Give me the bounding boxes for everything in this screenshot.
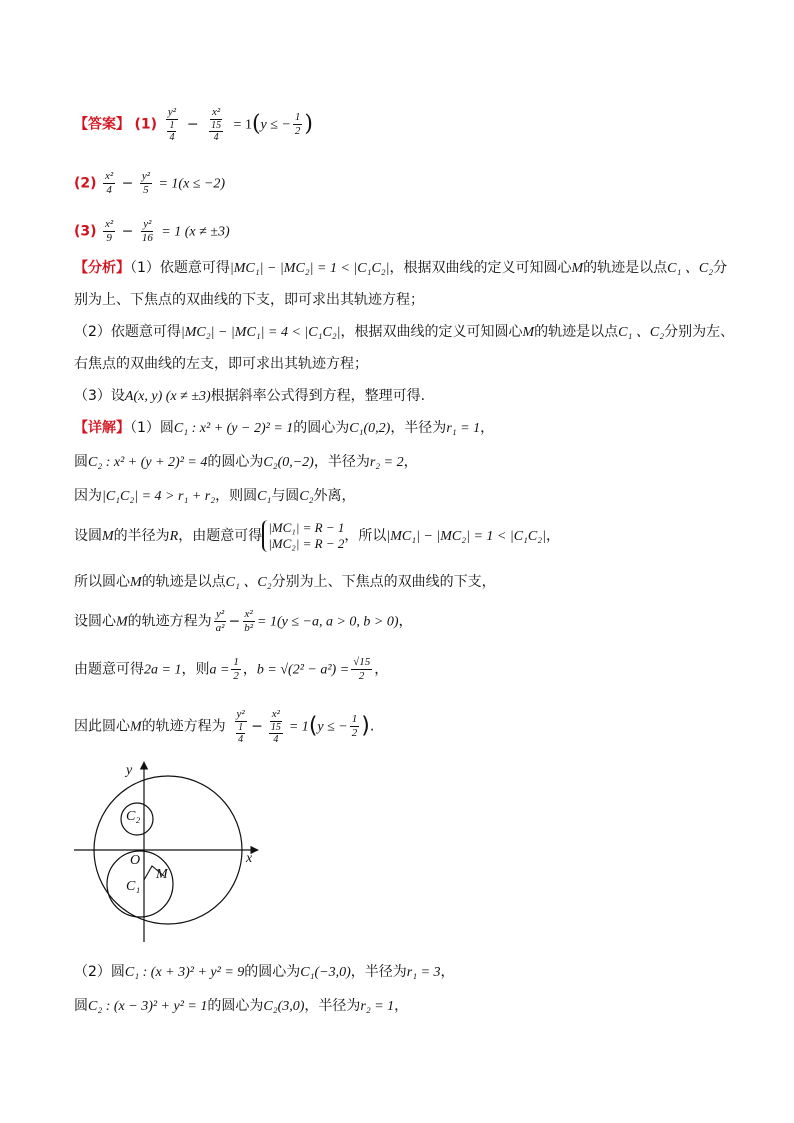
answer-line-1: 【答案】 (1) $\frac{\text{y²}}{\frac{1}{4}}$ − $\frac{\text{x²}}{\frac{15}{4}}$ = 1(y ≤ − $\frac{1}{2}$ ) bbox=[74, 106, 313, 143]
answer-line-2: (2) $\frac{\text{x²}}{4}$ − $\frac{\text{y²}}{5}$ = 1(x ≤ −2) bbox=[74, 170, 226, 196]
detail-line-10: 圆C₂ : (x − 3)² + y² = 1的圆心为C₂(3,0)，半径为r₂ = 1， bbox=[74, 998, 409, 1014]
detail-line-5: 所以圆心M的轨迹是以点C₁ 、C₂分别为上、下焦点的双曲线的下支， bbox=[74, 574, 496, 590]
analysis-label: 【分析】 bbox=[74, 260, 130, 276]
c1-label: C₁ bbox=[126, 879, 141, 894]
detail-line-9: （2）圆C₁ : (x + 3)² + y² = 9的圆心为C₁(−3,0)，半径为r₁ = 3， bbox=[74, 964, 455, 980]
detail-line-3: 因为|C₁C₂| = 4 > r₁ + r₂，则圆C₁与圆C₂外离， bbox=[74, 488, 356, 504]
detail-line-1: 【详解】（1）圆C₁ : x² + (y − 2)² = 1的圆心为C₁(0,2)，半径为r₁ = 1， bbox=[74, 420, 495, 436]
analysis-line-1: 【分析】（1）依题意可得|MC₁| − |MC₂| = 1 < |C₁C₂|，根据双曲线的定义可知圆心M的轨迹是以点C₁ 、C₂分 bbox=[74, 260, 728, 276]
fraction: $\frac{\text{y²}}{\frac{1}{4}}$ bbox=[167, 106, 177, 143]
detail-line-2: 圆C₂ : x² + (y + 2)² = 4的圆心为C₂(0,−2)，半径为r₂ = 2， bbox=[74, 454, 418, 470]
analysis-line-4: 右焦点的双曲线的左支，即可求出其轨迹方程； bbox=[74, 356, 368, 372]
detail-line-6: 设圆心M的轨迹方程为 $\frac{\text{y²}}{\text{a²}}$ − $\frac{\text{x²}}{\text{b²}}$ = 1(y ≤ −a, a > 0, b > 0)， bbox=[74, 608, 413, 634]
answer-1-tag: (1) bbox=[134, 116, 157, 133]
detail-label: 【详解】 bbox=[74, 420, 130, 436]
answer-line-3: (3) $\frac{\text{x²}}{9}$ − $\frac{\text{y²}}{16}$ = 1 (x ≠ ±3) bbox=[74, 218, 230, 244]
fraction: $\frac{\text{x²}}{\frac{15}{4}}$ bbox=[211, 106, 222, 143]
detail-line-7: 由题意可得2a = 1，则a = $\frac{1}{2}$ ，b = √(2² − a²) = $\frac{√15}{2}$ ， bbox=[74, 656, 389, 682]
analysis-line-5: （3）设A(x, y) (x ≠ ±3)根据斜率公式得到方程，整理可得. bbox=[74, 388, 426, 404]
detail-line-4: 设圆M的半径为R，由题意可得 |MC₁| = R − 1 |MC₂| = R − 2 ，所以|MC₁| − |MC₂| = 1 < |C₁C₂|， bbox=[74, 520, 560, 551]
c2-label: C₂ bbox=[126, 809, 141, 824]
analysis-line-3: （2）依题意可得|MC₂| − |MC₁| = 4 < |C₁C₂|，根据双曲线的定义可知圆心M的轨迹是以点C₁ 、C₂分别为左、 bbox=[74, 324, 735, 340]
analysis-line-2: 别为上、下焦点的双曲线的下支，即可求出其轨迹方程； bbox=[74, 292, 424, 308]
equation-system: |MC₁| = R − 1 |MC₂| = R − 2 bbox=[262, 520, 344, 552]
answer-label: 【答案】 bbox=[74, 116, 130, 133]
origin-label: O bbox=[130, 853, 141, 868]
m-label: M bbox=[156, 867, 168, 882]
detail-line-8: 因此圆心M的轨迹方程为 $\frac{\text{y²}}{\frac{1}{4}}$ − $\frac{\text{x²}}{\frac{15}{4}}$ = 1(y ≤ − $\frac{1}{2}$ ). bbox=[74, 708, 375, 745]
y-axis-label: y bbox=[126, 763, 133, 778]
x-axis-label: x bbox=[246, 851, 253, 866]
hyperbola-figure bbox=[70, 758, 270, 948]
